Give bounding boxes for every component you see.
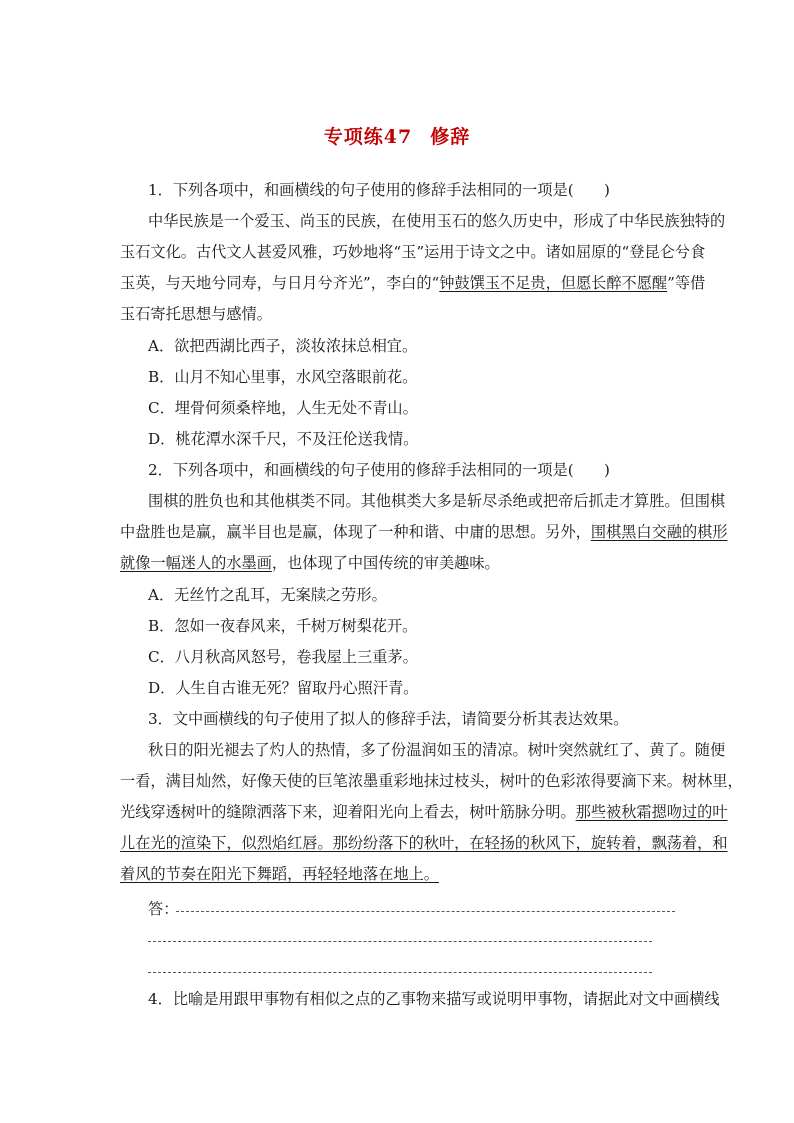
q3-passage-line	[120, 802, 728, 822]
q1-line3-post: ”等借	[667, 274, 706, 292]
title-number: 47	[383, 126, 413, 148]
q2-option-c: C．八月秋高风怒号，卷我屋上三重茅。	[148, 648, 418, 666]
q1-underlined-sentence: 钟鼓馔玉不足贵，但愿长醉不愿醒	[439, 274, 668, 292]
q2-option-b: B．忽如一夜春风来，千树万树梨花开。	[148, 617, 418, 635]
q1-option-a: A．欲把西湖比西子，淡妆浓抹总相宜。	[148, 337, 418, 355]
q1-passage-line	[120, 273, 705, 293]
q3-passage-line	[120, 864, 439, 884]
q3-underlined-sentence: 着风的节奏在阳光下舞蹈，再轻轻地落在地上。	[120, 865, 439, 883]
answer-line[interactable]	[148, 972, 652, 973]
q2-underlined-sentence: 围棋黑白交融的棋形	[590, 523, 728, 541]
q2-stem: 2．下列各项中，和画横线的句子使用的修辞手法相同的一项是( )	[148, 461, 610, 479]
q2-option-a: A．无丝竹之乱耳，无案牍之劳形。	[148, 586, 387, 604]
q1-option-c: C．埋骨何须桑梓地，人生无处不青山。	[148, 399, 418, 417]
q3-underlined-sentence: 那些被秋霜摁吻过的叶	[575, 803, 728, 821]
q2-passage-line	[120, 522, 728, 542]
answer-label: 答：	[148, 900, 179, 918]
q1-option-b: B．山月不知心里事，水风空落眼前花。	[148, 368, 418, 386]
q3-passage-line: 秋日的阳光褪去了灼人的热情，多了份温润如玉的清凉。树叶突然就红了、黄了。随便	[148, 741, 726, 759]
q2-option-d: D．人生自古谁无死？留取丹心照汗青。	[148, 679, 419, 697]
q2-underlined-sentence: 就像一幅迷人的水墨画	[120, 554, 272, 572]
q3-line3-pre: 光线穿透树叶的缝隙洒落下来，迎着阳光向上看去，树叶筋脉分明。	[120, 803, 576, 821]
q1-passage-line: 玉石文化。古代文人甚爱风雅，巧妙地将“玉”运用于诗文之中。诸如屈原的“登昆仑兮食	[120, 243, 706, 261]
q3-passage-line	[120, 833, 728, 853]
q1-option-d: D．桃花潭水深千尺，不及汪伦送我情。	[148, 430, 419, 448]
q2-line2-pre: 中盘胜也是赢，赢半目也是赢，体现了一种和谐、中庸的思想。另外，	[120, 523, 591, 541]
q4-stem: 4．比喻是用跟甲事物有相似之点的乙事物来描写或说明甲事物，请据此对文中画横线	[148, 990, 720, 1008]
q1-passage-line: 玉石寄托思想与感情。	[120, 305, 272, 323]
q3-answer-row[interactable]	[148, 898, 675, 918]
q1-stem: 1．下列各项中，和画横线的句子使用的修辞手法相同的一项是( )	[148, 181, 610, 199]
q3-passage-line: 一看，满目灿然，好像天使的巨笔浓墨重彩地抹过枝头，树叶的色彩浓得要滴下来。树林里，	[120, 772, 743, 790]
q3-underlined-sentence: 儿在光的渲染下，似烈焰红唇。那纷纷落下的秋叶，在轻扬的秋风下，旋转着，飘荡着，和	[120, 834, 728, 852]
title-topic: 修辞	[430, 126, 471, 148]
q2-passage-line: 围棋的胜负也和其他棋类不同。其他棋类大多是斩尽杀绝或把帝后抓走才算胜。但围棋	[148, 492, 726, 510]
q1-passage-line: 中华民族是一个爱玉、尚玉的民族，在使用玉石的悠久历史中，形成了中华民族独特的	[148, 212, 726, 230]
page-title	[0, 122, 794, 149]
q3-stem: 3．文中画横线的句子使用了拟人的修辞手法，请简要分析其表达效果。	[148, 710, 629, 728]
q2-line3-post: ，也体现了中国传统的审美趣味。	[271, 554, 500, 572]
q2-passage-line	[120, 553, 500, 573]
q1-line3-pre: 玉英，与天地兮同寿，与日月兮齐光”，李白的“	[120, 274, 440, 292]
answer-line[interactable]	[148, 941, 652, 942]
answer-line[interactable]	[176, 911, 675, 912]
title-prefix: 专项练	[323, 126, 384, 148]
